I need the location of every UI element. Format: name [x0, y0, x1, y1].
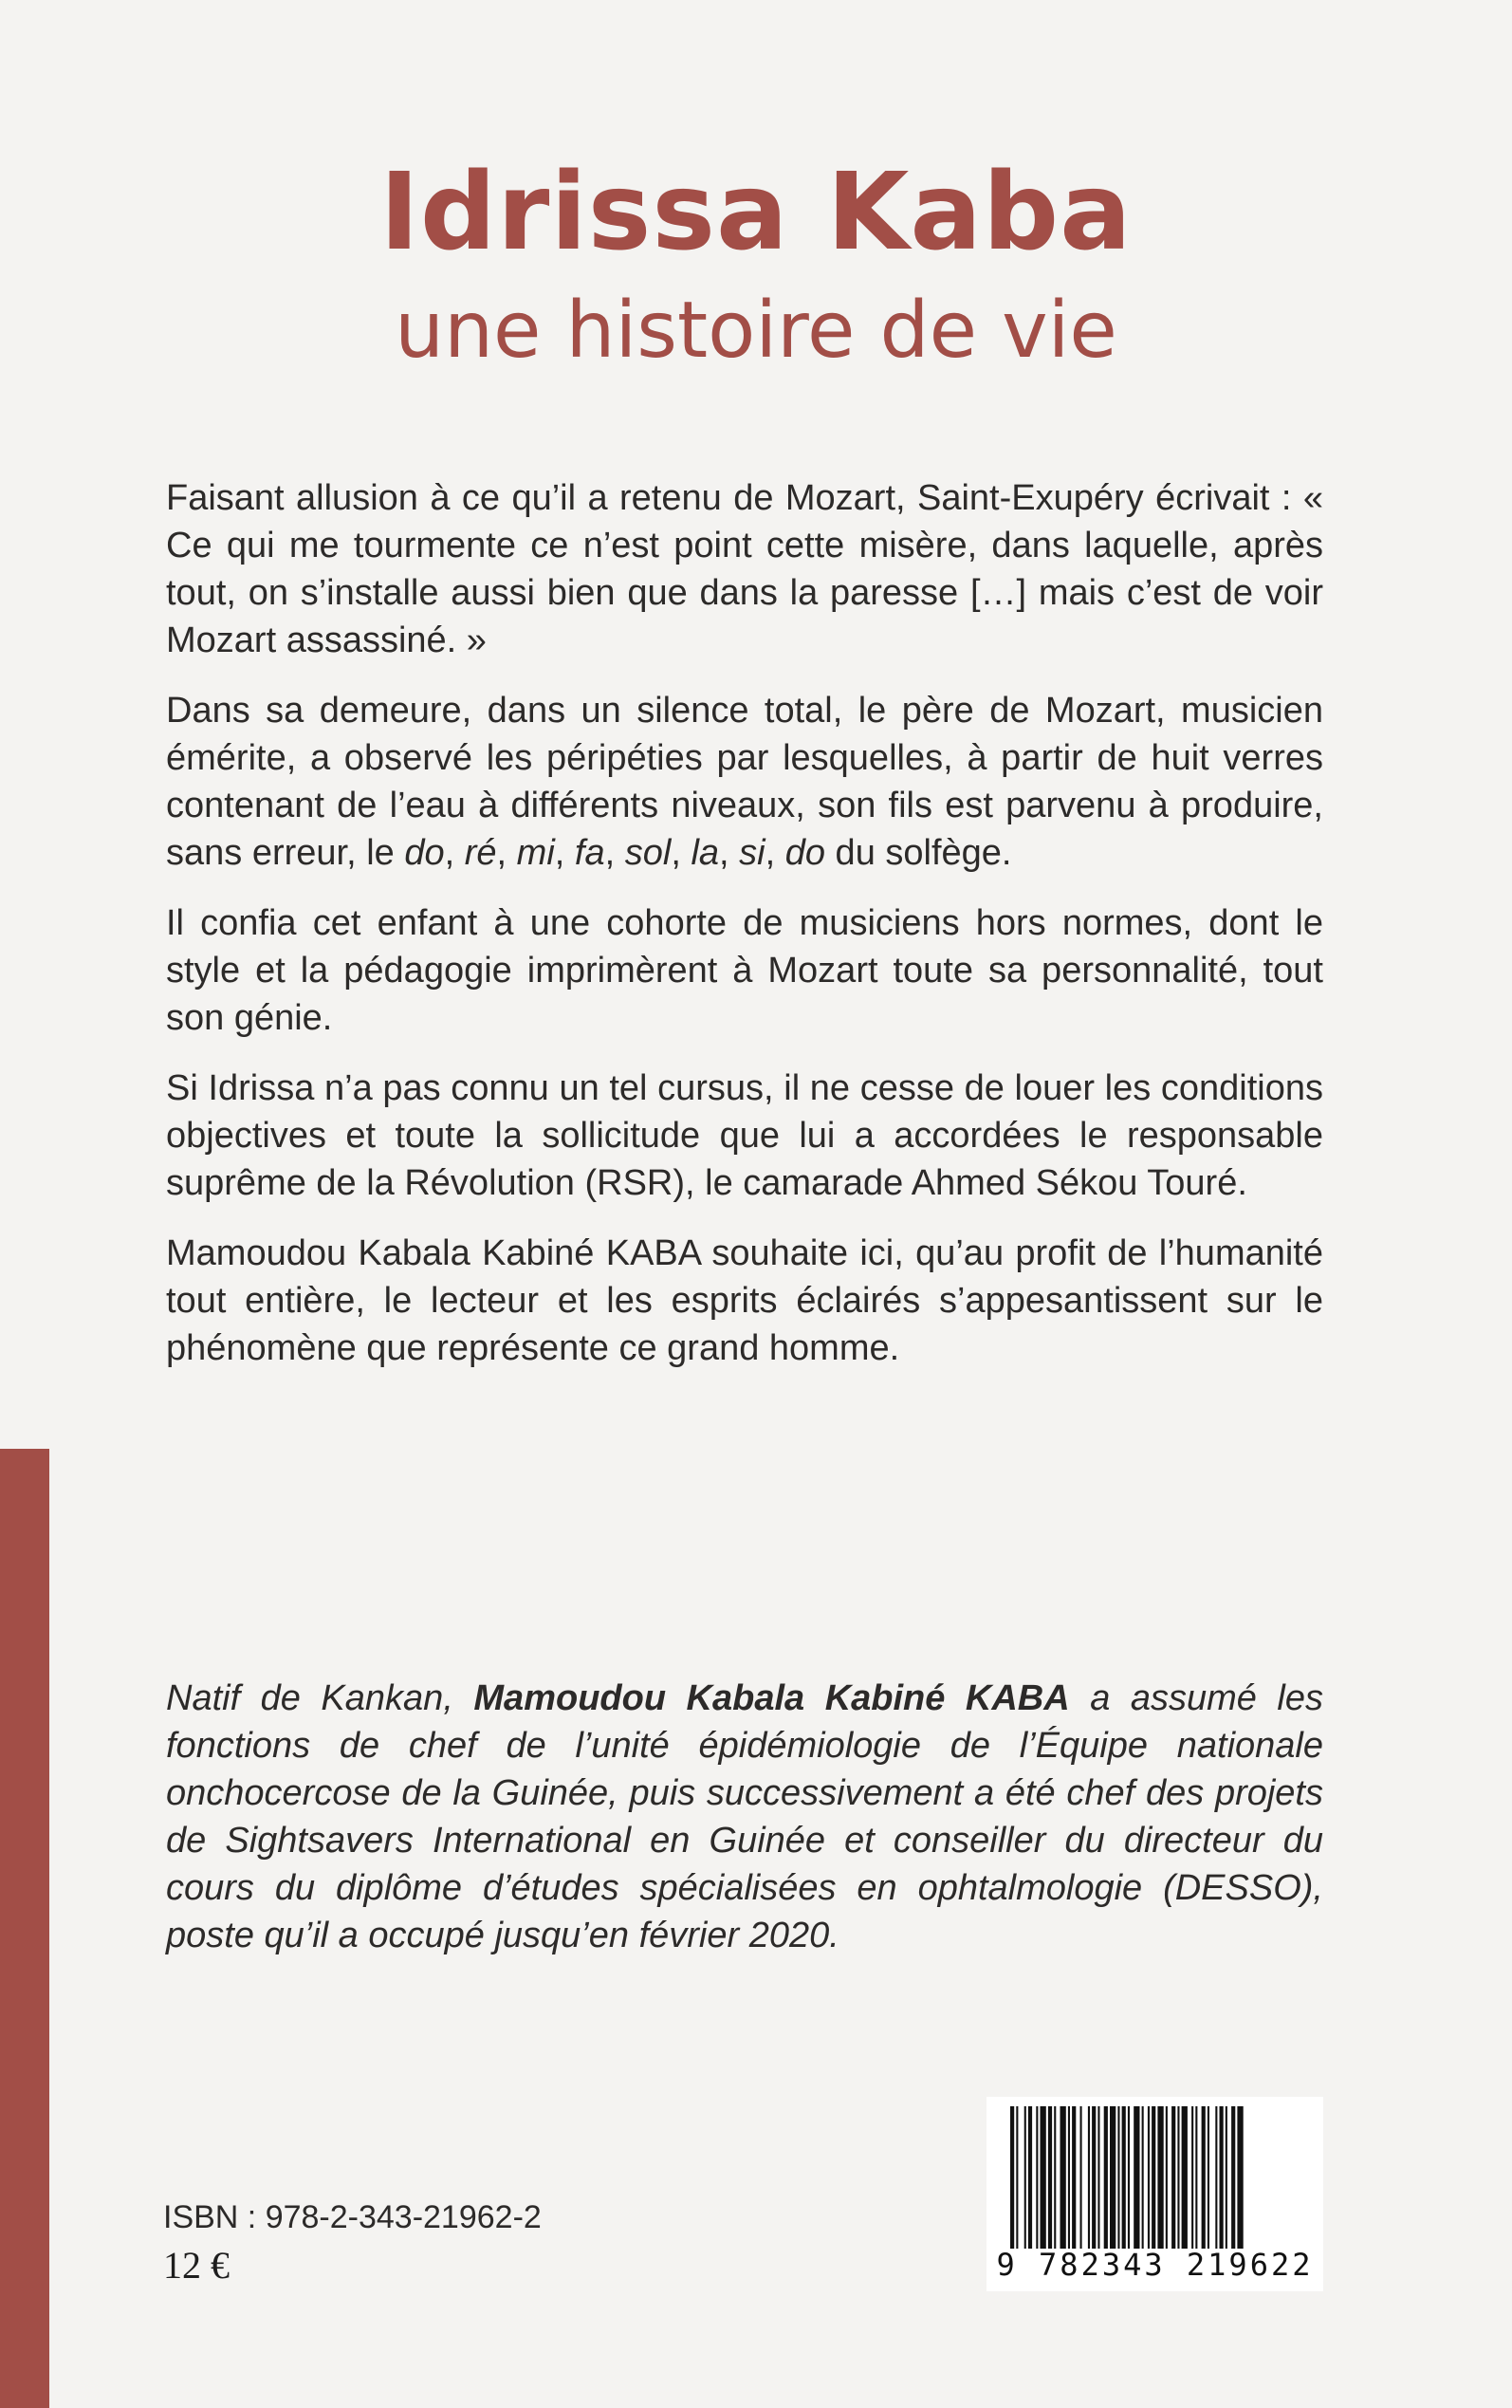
barcode-bar	[1191, 2106, 1193, 2249]
barcode-bar	[1208, 2106, 1209, 2249]
barcode-bar	[1231, 2106, 1235, 2249]
barcode-bar	[1182, 2106, 1188, 2249]
barcode-bar	[1237, 2106, 1243, 2249]
barcode-bar	[1024, 2106, 1026, 2249]
barcode-bar	[1171, 2106, 1175, 2249]
barcode-bar	[1157, 2106, 1163, 2249]
barcode-bar	[1142, 2106, 1144, 2249]
barcode-bar	[1060, 2106, 1066, 2249]
barcode-bar	[1104, 2106, 1108, 2249]
price: 12 €	[163, 2244, 230, 2287]
blurb-paragraph: Si Idrissa n’a pas connu un tel cursus, il ne cesse de louer les conditions objectives et toute la sollicitude que lui a accordées le responsable suprême de la Révolution (RSR), le camarade Ahmed Sékou Touré.	[166, 1068, 1323, 1203]
barcode-bar	[1215, 2106, 1217, 2249]
barcode-bar	[1226, 2106, 1227, 2249]
note-mi: mi	[516, 833, 555, 873]
barcode-bars	[1010, 2106, 1300, 2249]
blurb-text: du solfège.	[825, 833, 1012, 873]
barcode-bar	[1048, 2106, 1052, 2249]
barcode-digits: 9 782343 219622	[996, 2247, 1314, 2283]
author-bio	[166, 1675, 1323, 1959]
book-title: Idrissa Kaba	[379, 151, 1133, 274]
barcode-bar	[1152, 2106, 1155, 2249]
barcode-bar	[1080, 2106, 1082, 2249]
barcode-bar	[1166, 2106, 1168, 2249]
back-cover-blurb	[166, 474, 1323, 1395]
author-name: Mamoudou Kabala Kabiné KABA	[473, 1678, 1070, 1718]
note-la: la	[691, 833, 720, 873]
barcode-bar	[1202, 2106, 1206, 2249]
barcode-bar	[1016, 2106, 1018, 2249]
barcode-bar	[1028, 2106, 1032, 2249]
note-fa: fa	[574, 833, 605, 873]
barcode-bar	[1054, 2106, 1056, 2249]
blurb-paragraph: Faisant allusion à ce qu’il a retenu de Mozart, Saint-Exupéry écrivait : « Ce qui me tourmente ce n’est point cette misère, dans laquelle, après tout, on s’installe aussi bien que dans la paresse […] mais c’est de voir Mozart assassiné. »	[166, 478, 1323, 660]
note-re: ré	[464, 833, 497, 873]
barcode-bar	[1117, 2106, 1119, 2249]
barcode-bar	[1088, 2106, 1090, 2249]
barcode-bar	[1110, 2106, 1116, 2249]
barcode-bar	[1134, 2106, 1139, 2249]
bio-lead: Natif de Kankan,	[166, 1678, 474, 1718]
blurb-text: Dans sa demeure, dans un silence total, le père de Mozart, musicien émérite, a observé les péripéties par lesquelles, à partir de huit verres contenant de l’eau à différents niveaux, son fils est parvenu à produire, sans erreur, le	[166, 691, 1323, 873]
blurb-paragraph: Il confia cet enfant à une cohorte de musiciens hors normes, dont le style et la pédagogie imprimèrent à Mozart toute sa personnalité, tout son génie.	[166, 903, 1323, 1038]
note-si: si	[739, 833, 765, 873]
barcode-bar	[1036, 2106, 1038, 2249]
bio-text: a assumé les fonctions de chef de l’unité épidémiologie de l’Équipe nationale onchocercose de la Guinée, puis successivement a été chef des projets de Sightsavers International en Guinée et conseiller du directeur du cours du diplôme d’études spécialisées en ophtalmologie (DESSO), poste qu’il a occupé jusqu’en février 2020.	[166, 1678, 1323, 1955]
blurb-paragraph: Dans sa demeure, dans un silence total, le père de Mozart, musicien émérite, a observé les péripéties par lesquelles, à partir de huit verres contenant de l’eau à différents niveaux, son fils est parvenu à produire, sans erreur, le do, ré, mi, fa, sol, la, si, do du solfège.	[166, 691, 1323, 873]
barcode-bar	[1041, 2106, 1046, 2249]
barcode-bar	[1195, 2106, 1197, 2249]
barcode-bar	[1122, 2106, 1126, 2249]
barcode	[986, 2097, 1323, 2291]
barcode-bar	[1072, 2106, 1076, 2249]
barcode-bar	[1148, 2106, 1150, 2249]
note-do: do	[404, 833, 445, 873]
barcode-bar	[1097, 2106, 1099, 2249]
book-subtitle: une histoire de vie	[395, 286, 1117, 376]
barcode-bar	[1220, 2106, 1224, 2249]
barcode-bar	[1177, 2106, 1179, 2249]
barcode-bar	[1092, 2106, 1096, 2249]
blurb-paragraph: Mamoudou Kabala Kabiné KABA souhaite ici, qu’au profit de l’humanité tout entière, le lecteur et les esprits éclairés s’appesantissent sur le phénomène que représente ce grand homme.	[166, 1233, 1323, 1368]
side-color-band	[0, 1449, 49, 2408]
barcode-bar	[1068, 2106, 1070, 2249]
isbn: ISBN : 978-2-343-21962-2	[163, 2199, 542, 2235]
barcode-bar	[1128, 2106, 1130, 2249]
note-do-high: do	[784, 833, 825, 873]
barcode-bar	[1010, 2106, 1014, 2249]
note-sol: sol	[624, 833, 672, 873]
